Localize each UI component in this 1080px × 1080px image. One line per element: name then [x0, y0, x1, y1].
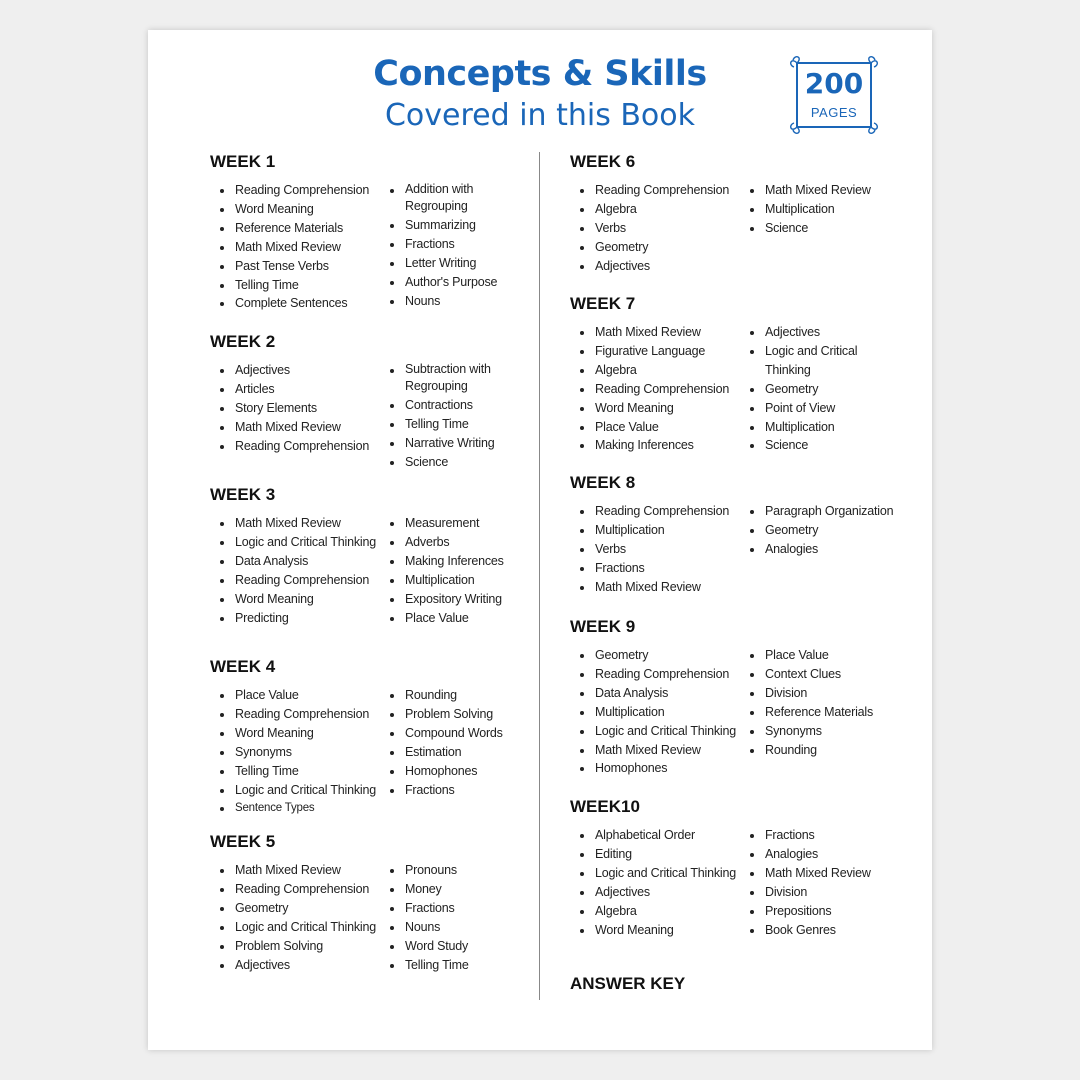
week-5-section: [210, 832, 469, 972]
list-item: Reading Comprehension: [580, 181, 729, 200]
list-item: Contractions: [390, 396, 500, 415]
week-7-left-list: [580, 323, 729, 455]
week-3-right-list: [390, 514, 504, 627]
list-item: Analogies: [750, 540, 893, 559]
list-item: Predicting: [220, 609, 376, 628]
week-title: WEEK 9: [570, 617, 636, 636]
list-item: Estimation: [390, 743, 503, 762]
week-7-section: [570, 294, 858, 453]
week-8-right-list: [750, 502, 893, 559]
list-item: Algebra: [580, 200, 729, 219]
list-item: Algebra: [580, 902, 736, 921]
list-item: Figurative Language: [580, 342, 729, 361]
list-item: Multiplication: [580, 703, 736, 722]
list-item: Data Analysis: [580, 684, 736, 703]
list-item: Multiplication: [390, 571, 504, 590]
list-item: Math Mixed Review: [580, 741, 736, 760]
week-4-right-list: [390, 686, 503, 799]
page-count-badge: [789, 56, 879, 134]
week-10-right-list: [750, 826, 871, 939]
list-item: Complete Sentences: [220, 294, 369, 313]
week-title: WEEK 5: [210, 832, 276, 851]
week-title: WEEK 3: [210, 485, 276, 504]
list-item: Nouns: [390, 292, 500, 311]
list-item: Problem Solving: [390, 705, 503, 724]
list-item: Adjectives: [580, 257, 729, 276]
list-item: Place Value: [580, 418, 729, 437]
list-item: Telling Time: [390, 956, 469, 975]
list-item: Logic and Critical Thinking: [750, 342, 860, 380]
list-item: Math Mixed Review: [220, 514, 376, 533]
week-9-section: [570, 617, 874, 776]
list-item: Verbs: [580, 219, 729, 238]
list-item: Editing: [580, 845, 736, 864]
list-item: Reading Comprehension: [220, 571, 376, 590]
list-item: Algebra: [580, 361, 729, 380]
list-item: Synonyms: [220, 743, 376, 762]
list-item: Telling Time: [220, 762, 376, 781]
list-item: Rounding: [750, 741, 873, 760]
list-item: Measurement: [390, 514, 504, 533]
week-title: WEEK 7: [570, 294, 636, 313]
title-line-2: Covered in this Book: [384, 98, 696, 133]
list-item: Story Elements: [220, 399, 369, 418]
list-item: Expository Writing: [390, 590, 504, 609]
list-item: Word Meaning: [580, 921, 736, 940]
week-3-left-list: [220, 514, 376, 627]
list-item: Past Tense Verbs: [220, 257, 369, 276]
list-item: Math Mixed Review: [750, 864, 871, 883]
list-item: Adjectives: [220, 361, 369, 380]
list-item: Reference Materials: [220, 219, 369, 238]
list-item: Geometry: [750, 521, 893, 540]
list-item: Place Value: [750, 646, 873, 665]
list-item: Reading Comprehension: [220, 181, 369, 200]
list-item: Word Meaning: [220, 590, 376, 609]
list-item: Logic and Critical Thinking: [220, 533, 376, 552]
week-title: WEEK 1: [210, 152, 276, 171]
list-item: Book Genres: [750, 921, 871, 940]
list-item: Word Study: [390, 937, 469, 956]
title-line-1: Concepts & Skills: [373, 54, 707, 94]
list-item: Adjectives: [580, 883, 736, 902]
list-item: Subtraction with Regrouping: [390, 361, 500, 396]
list-item: Verbs: [580, 540, 729, 559]
week-1-left-list: [220, 181, 369, 313]
list-item: Geometry: [580, 238, 729, 257]
list-item: Fractions: [390, 899, 469, 918]
week-1-right-list: [390, 181, 500, 311]
list-item: Data Analysis: [220, 552, 376, 571]
week-4-section: [210, 657, 503, 815]
week-4-left-list: [220, 686, 376, 818]
list-item: Author's Purpose: [390, 273, 500, 292]
list-item: Division: [750, 883, 871, 902]
list-item: Adjectives: [750, 323, 860, 342]
week-9-right-list: [750, 646, 873, 759]
list-item: Context Clues: [750, 665, 873, 684]
list-item: Rounding: [390, 686, 503, 705]
list-item: Geometry: [580, 646, 736, 665]
list-item: Adjectives: [220, 956, 376, 975]
list-item: Letter Writing: [390, 254, 500, 273]
list-item: Place Value: [220, 686, 376, 705]
week-6-right-list: [750, 181, 871, 238]
list-item: Sentence Types: [220, 799, 376, 818]
list-item: Science: [750, 436, 860, 455]
list-item: Summarizing: [390, 216, 500, 235]
list-item: Word Meaning: [220, 200, 369, 219]
week-10-left-list: [580, 826, 736, 939]
week-title: WEEK10: [570, 797, 640, 816]
list-item: Geometry: [220, 899, 376, 918]
week-5-right-list: [390, 861, 469, 974]
week-3-section: [210, 485, 504, 625]
list-item: Narrative Writing: [390, 434, 500, 453]
week-1-section: [210, 152, 498, 311]
week-2-right-list: [390, 361, 500, 472]
list-item: Logic and Critical Thinking: [580, 722, 736, 741]
week-9-left-list: [580, 646, 736, 778]
list-item: Homophones: [580, 759, 736, 778]
week-7-right-list: [750, 323, 860, 455]
week-8-section: [570, 473, 894, 594]
list-item: Pronouns: [390, 861, 469, 880]
answer-key-heading: ANSWER KEY: [570, 974, 686, 993]
list-item: Multiplication: [750, 200, 871, 219]
list-item: Nouns: [390, 918, 469, 937]
list-item: Logic and Critical Thinking: [220, 781, 376, 800]
list-item: Word Meaning: [580, 399, 729, 418]
list-item: Making Inferences: [580, 436, 729, 455]
list-item: Math Mixed Review: [580, 578, 729, 597]
list-item: Adverbs: [390, 533, 504, 552]
list-item: Reading Comprehension: [580, 665, 736, 684]
list-item: Math Mixed Review: [750, 181, 871, 200]
list-item: Homophones: [390, 762, 503, 781]
badge-label: PAGES: [810, 105, 858, 120]
list-item: Addition with Regrouping: [390, 181, 500, 216]
list-item: Science: [390, 453, 500, 472]
list-item: Reading Comprehension: [220, 705, 376, 724]
list-item: Place Value: [390, 609, 504, 628]
list-item: Paragraph Organization: [750, 502, 893, 521]
week-6-section: [570, 152, 871, 273]
list-item: Math Mixed Review: [220, 238, 369, 257]
week-8-left-list: [580, 502, 729, 597]
list-item: Problem Solving: [220, 937, 376, 956]
list-item: Compound Words: [390, 724, 503, 743]
list-item: Fractions: [390, 781, 503, 800]
list-item: Analogies: [750, 845, 871, 864]
week-2-section: [210, 332, 495, 469]
list-item: Articles: [220, 380, 369, 399]
week-5-left-list: [220, 861, 376, 974]
list-item: Alphabetical Order: [580, 826, 736, 845]
list-item: Logic and Critical Thinking: [580, 864, 736, 883]
list-item: Making Inferences: [390, 552, 504, 571]
list-item: Science: [750, 219, 871, 238]
list-item: Multiplication: [580, 521, 729, 540]
book-page: [148, 30, 932, 1050]
week-10-section: [570, 797, 871, 937]
list-item: Division: [750, 684, 873, 703]
list-item: Telling Time: [220, 276, 369, 295]
list-item: Telling Time: [390, 415, 500, 434]
list-item: Math Mixed Review: [220, 418, 369, 437]
week-title: WEEK 8: [570, 473, 636, 492]
list-item: Reading Comprehension: [220, 880, 376, 899]
list-item: Fractions: [580, 559, 729, 578]
week-2-left-list: [220, 361, 369, 456]
list-item: Prepositions: [750, 902, 871, 921]
list-item: Word Meaning: [220, 724, 376, 743]
list-item: Fractions: [750, 826, 871, 845]
week-title: WEEK 2: [210, 332, 276, 351]
list-item: Multiplication: [750, 418, 860, 437]
column-divider: [539, 152, 540, 1000]
list-item: Synonyms: [750, 722, 873, 741]
list-item: Math Mixed Review: [220, 861, 376, 880]
badge-number: 200: [804, 67, 864, 100]
list-item: Math Mixed Review: [580, 323, 729, 342]
week-6-left-list: [580, 181, 729, 276]
week-title: WEEK 4: [210, 657, 276, 676]
list-item: Reading Comprehension: [580, 380, 729, 399]
list-item: Reference Materials: [750, 703, 873, 722]
list-item: Point of View: [750, 399, 860, 418]
list-item: Reading Comprehension: [580, 502, 729, 521]
list-item: Fractions: [390, 235, 500, 254]
week-title: WEEK 6: [570, 152, 636, 171]
list-item: Money: [390, 880, 469, 899]
list-item: Geometry: [750, 380, 860, 399]
list-item: Reading Comprehension: [220, 437, 369, 456]
list-item: Logic and Critical Thinking: [220, 918, 376, 937]
